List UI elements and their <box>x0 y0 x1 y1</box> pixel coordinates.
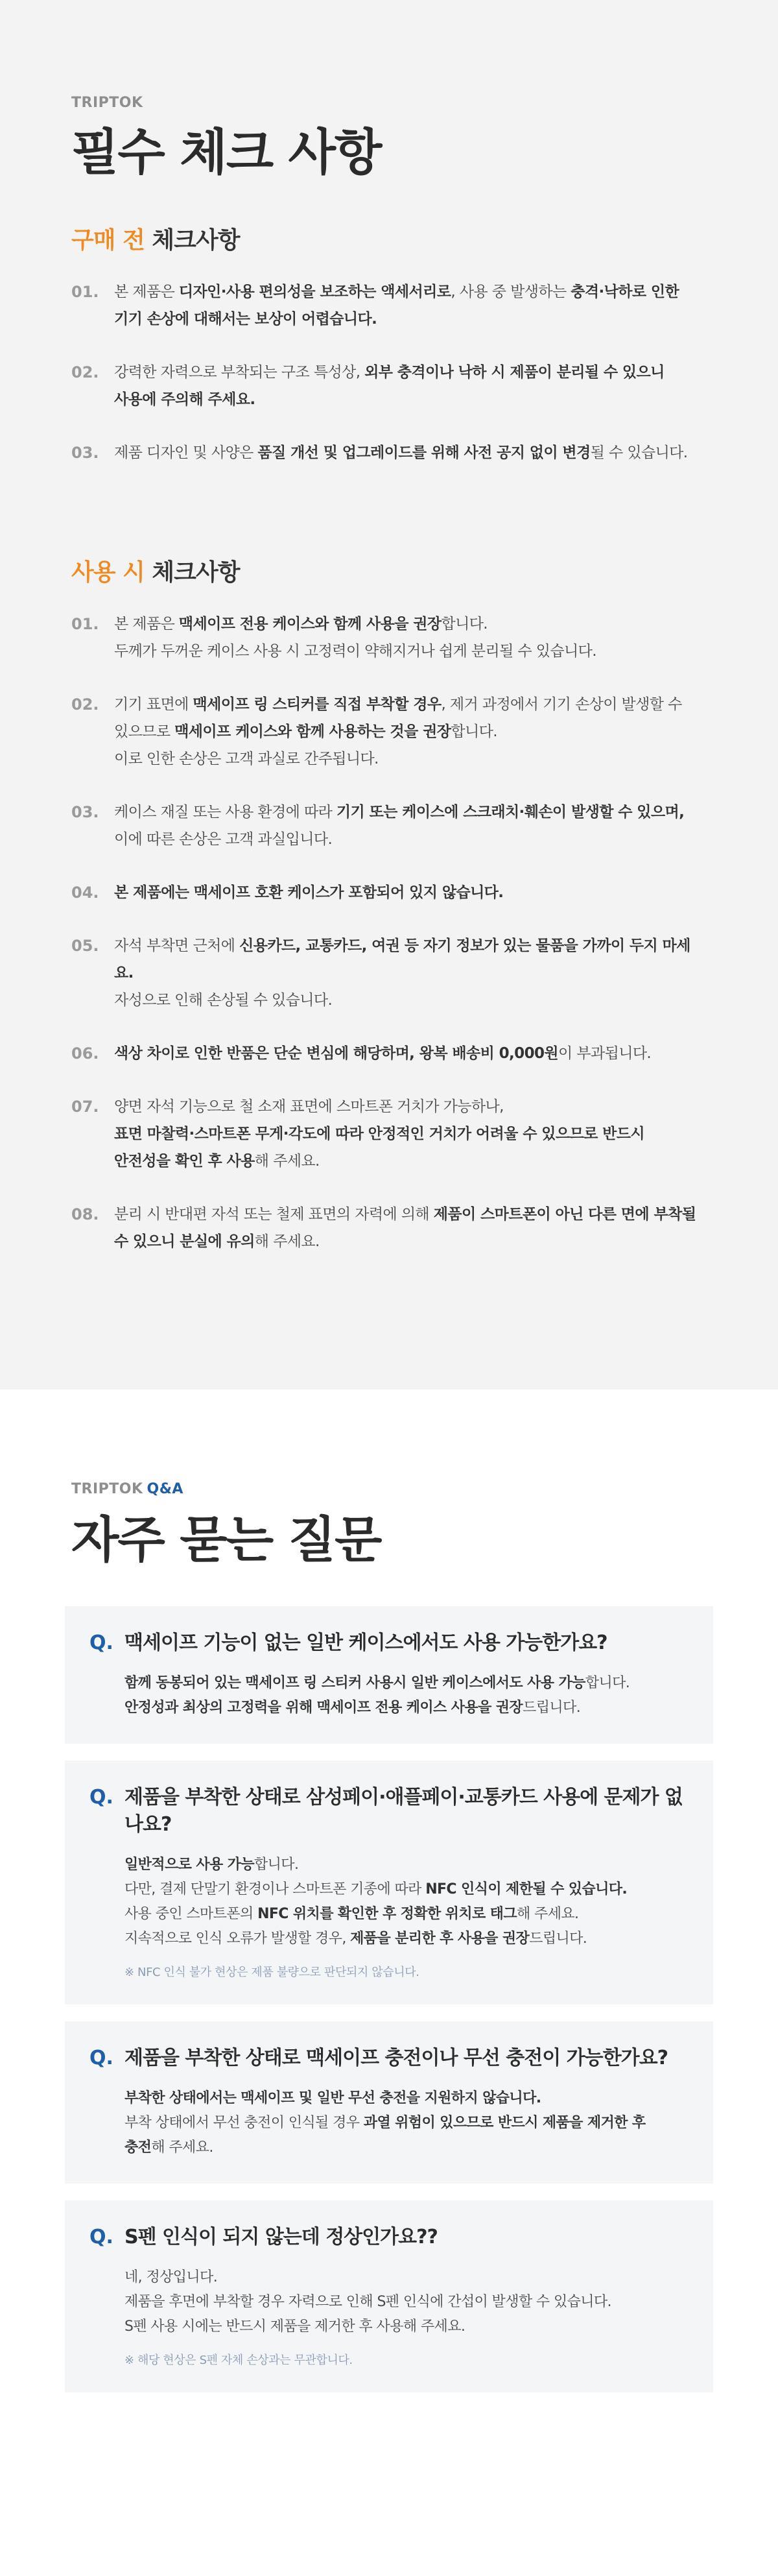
answer-line <box>124 2265 689 2290</box>
faq-card <box>65 1761 713 2004</box>
check-item-body <box>114 1093 707 1175</box>
emphasis-text: 일반적으로 사용 가능 <box>124 1857 254 1873</box>
check-item-line <box>114 932 707 987</box>
body-text: 합니다. <box>451 723 497 740</box>
check-item-line <box>114 386 707 413</box>
check-item-body <box>114 1040 707 1067</box>
emphasis-text: 품질 개선 및 업그레이드를 위해 사전 공지 없이 변경 <box>257 444 591 461</box>
faq-question <box>89 2045 689 2072</box>
check-item-line <box>114 278 707 306</box>
heading-rest: 체크사항 <box>144 227 240 254</box>
body-text: 케이스 재질 또는 사용 환경에 따라 <box>114 804 336 821</box>
before-purchase-list <box>71 278 707 466</box>
check-item-body <box>114 879 707 906</box>
check-item-line <box>114 799 707 826</box>
emphasis-text: 제품이 스마트폰이 아닌 다른 면에 부착될 <box>433 1206 696 1223</box>
body-text: , 사용 중 발생하는 <box>451 283 571 300</box>
item-number: 02. <box>71 363 99 381</box>
emphasis-text: 안전성을 확인 후 사용 <box>114 1153 255 1170</box>
emphasis-text: 맥세이프 케이스와 함께 사용하는 것을 권장 <box>174 723 451 740</box>
emphasis-text: 신용카드, 교통카드, 여권 등 자기 정보가 있는 물품을 가까이 두지 마세요. <box>114 937 690 981</box>
check-item <box>71 879 707 906</box>
check-item-line <box>114 1228 707 1255</box>
emphasis-text: 사용에 주의해 주세요. <box>114 391 255 408</box>
question-text: S펜 인식이 되지 않는데 정상인가요?? <box>124 2226 438 2248</box>
check-item-body <box>114 1201 707 1255</box>
check-item-line <box>114 359 707 386</box>
faq-card <box>65 2200 713 2392</box>
check-item-line <box>114 439 707 466</box>
body-text: 양면 자석 기능으로 철 소재 표면에 스마트폰 거치가 가능하나, <box>114 1098 504 1115</box>
body-text: 있으므로 <box>114 723 175 740</box>
answer-line <box>124 2315 689 2339</box>
check-item <box>71 278 707 333</box>
body-text: 이 부과됩니다. <box>558 1045 652 1062</box>
check-item <box>71 691 707 773</box>
body-text: 제품을 후면에 부착할 경우 자력으로 인해 S펜 인식에 간섭이 발생할 수 있습니다. <box>124 2294 611 2310</box>
emphasis-text: 맥세이프 전용 케이스와 함께 사용을 권장 <box>178 616 442 632</box>
body-text: 사용 중인 스마트폰의 <box>124 1906 258 1922</box>
emphasis-text: 안정성과 최상의 고정력을 위해 맥세이프 전용 케이스 사용을 권장 <box>124 1700 523 1716</box>
check-item <box>71 1093 707 1175</box>
check-item-body <box>114 691 707 773</box>
body-text: 해 주세요. <box>254 1233 320 1250</box>
body-text: S펜 사용 시에는 반드시 제품을 제거한 후 사용해 주세요. <box>124 2318 466 2335</box>
body-text: 강력한 자력으로 부착되는 구조 특성상, <box>114 364 365 381</box>
body-text: 자성으로 인해 손상될 수 있습니다. <box>114 992 333 1009</box>
emphasis-text: 부착한 상태에서는 맥세이프 및 일반 무선 충전을 지원하지 않습니다. <box>124 2090 541 2106</box>
body-text: 부착 상태에서 무선 충전이 인식될 경우 <box>124 2115 364 2131</box>
check-item-line <box>114 879 707 906</box>
emphasis-text: NFC 위치를 확인한 후 정확한 위치로 태그 <box>257 1906 517 1922</box>
during-use-heading <box>71 557 707 588</box>
check-item <box>71 359 707 413</box>
item-number: 02. <box>71 695 99 714</box>
check-item-line <box>114 691 707 718</box>
faq-note: ※ 해당 현상은 S펜 자체 손상과는 무관합니다. <box>124 2353 353 2367</box>
answer-line <box>124 1902 689 1927</box>
body-text: 합니다. <box>585 1675 630 1691</box>
heading-accent: 구매 전 <box>71 227 145 254</box>
faq-note: ※ NFC 인식 불가 현상은 제품 불량으로 판단되지 않습니다. <box>124 1966 419 1979</box>
body-text: 합니다. <box>254 1857 299 1873</box>
answer-line <box>124 2290 689 2315</box>
faq-answer <box>89 2086 689 2160</box>
question-mark-label: Q. <box>89 2226 113 2248</box>
item-number: 01. <box>71 283 99 301</box>
heading-rest: 체크사항 <box>144 559 240 586</box>
check-item-line <box>114 1120 707 1148</box>
item-number: 08. <box>71 1205 99 1223</box>
faq-question <box>89 1784 689 1838</box>
answer-line <box>124 1671 689 1696</box>
body-text: 본 제품은 <box>114 616 179 632</box>
question-mark-label: Q. <box>89 2047 113 2069</box>
faq-question <box>89 2224 689 2251</box>
body-text: 될 수 있습니다. <box>590 444 688 461</box>
check-item <box>71 1040 707 1067</box>
emphasis-text: 기기 손상에 대해서는 보상이 어렵습니다. <box>114 311 377 328</box>
body-text: 드립니다. <box>529 1931 587 1947</box>
check-item <box>71 799 707 853</box>
answer-line <box>124 1877 689 1902</box>
body-text: , 제거 과정에서 기기 손상이 발생할 수 <box>441 696 682 713</box>
check-item-line <box>114 1201 707 1228</box>
body-text: 지속적으로 인식 오류가 발생할 경우, <box>124 1931 351 1947</box>
body-text: 해 주세요. <box>151 2139 213 2156</box>
body-text: 해 주세요. <box>254 1153 320 1170</box>
page-title: 필수 체크 사항 <box>71 123 381 181</box>
emphasis-text: 기기 또는 케이스에 스크래치·훼손이 발생할 수 있으며, <box>336 804 685 821</box>
before-purchase-heading <box>71 225 707 256</box>
faq-question <box>89 1630 689 1657</box>
brand-accent: Q&A <box>147 1481 183 1497</box>
faq-answer <box>89 1853 689 1981</box>
item-number: 03. <box>71 803 99 821</box>
answer-line <box>124 2111 689 2136</box>
check-item-body <box>114 278 707 333</box>
faq-title: 자주 묻는 질문 <box>71 1511 381 1569</box>
faq-section <box>0 1390 778 2576</box>
emphasis-text: 외부 충격이나 낙하 시 제품이 분리될 수 있으니 <box>364 364 665 381</box>
body-text: 다만, 결제 단말기 환경이나 스마트폰 기종에 따라 <box>124 1881 426 1897</box>
emphasis-text: 수 있으니 분실에 유의 <box>114 1233 255 1250</box>
brand-label <box>71 1480 713 1499</box>
emphasis-text: 맥세이프 링 스티커를 직접 부착할 경우 <box>193 696 442 713</box>
check-item-line <box>114 638 707 665</box>
emphasis-text: 표면 마찰력·스마트폰 무게·각도에 따라 안정적인 거치가 어려울 수 있으므로 반드시 <box>114 1125 644 1142</box>
answer-line <box>124 1927 689 1951</box>
faq-card <box>65 1606 713 1744</box>
check-item-line <box>114 718 707 745</box>
item-number: 05. <box>71 937 99 955</box>
body-text: 기기 표면에 <box>114 696 193 713</box>
question-text: 맥세이프 기능이 없는 일반 케이스에서도 사용 가능한가요? <box>124 1631 607 1654</box>
check-item <box>71 610 707 665</box>
check-item-line <box>114 1148 707 1175</box>
during-use-list <box>71 610 707 1255</box>
check-item-line <box>114 826 707 853</box>
emphasis-text: NFC 인식이 제한될 수 있습니다. <box>425 1881 628 1897</box>
brand-name: TRIPTOK <box>71 1481 143 1497</box>
check-item <box>71 439 707 466</box>
body-text: 두께가 두꺼운 케이스 사용 시 고정력이 약해지거나 쉽게 분리될 수 있습니다. <box>114 643 596 660</box>
check-item-body <box>114 932 707 1014</box>
answer-line <box>124 1853 689 1877</box>
body-text: 분리 시 반대편 자석 또는 철제 표면의 자력에 의해 <box>114 1206 434 1223</box>
emphasis-text: 본 제품에는 맥세이프 호환 케이스가 포함되어 있지 않습니다. <box>114 884 504 901</box>
check-item-line <box>114 745 707 773</box>
heading-accent: 사용 시 <box>71 559 145 586</box>
question-text: 제품을 부착한 상태로 맥세이프 충전이나 무선 충전이 가능한가요? <box>124 2047 668 2069</box>
emphasis-text: 함께 동봉되어 있는 맥세이프 링 스티커 사용시 일반 케이스에서도 사용 가능 <box>124 1675 585 1691</box>
check-item <box>71 1201 707 1255</box>
body-text: 이에 따른 손상은 고객 과실입니다. <box>114 831 333 848</box>
answer-line <box>124 2086 689 2111</box>
brand-label: TRIPTOK <box>71 95 143 111</box>
emphasis-text: 충전 <box>124 2139 152 2156</box>
check-item-line <box>114 1040 707 1067</box>
faq-card <box>65 2021 713 2184</box>
check-item-body <box>114 439 707 466</box>
emphasis-text: 색상 차이로 인한 반품은 단순 변심에 해당하며, 왕복 배송비 0,000원 <box>114 1045 559 1062</box>
check-item-body <box>114 799 707 853</box>
check-item-line <box>114 306 707 333</box>
question-mark-label: Q. <box>89 1786 113 1809</box>
item-number: 04. <box>71 884 99 902</box>
question-mark-label: Q. <box>89 1631 113 1654</box>
item-number: 07. <box>71 1098 99 1116</box>
check-item-line <box>114 1093 707 1120</box>
answer-line <box>124 2136 689 2160</box>
body-text: 제품 디자인 및 사양은 <box>114 444 258 461</box>
faq-answer <box>89 1671 689 1720</box>
body-text: 본 제품은 <box>114 283 179 300</box>
check-item-line <box>114 610 707 638</box>
item-number: 01. <box>71 615 99 633</box>
emphasis-text: 디자인·사용 편의성을 보조하는 액세서리로 <box>178 283 451 300</box>
emphasis-text: 충격·낙하로 인한 <box>571 283 679 300</box>
question-text: 제품을 부착한 상태로 삼성페이·애플페이·교통카드 사용에 문제가 없나요? <box>124 1786 683 1836</box>
check-item <box>71 932 707 1014</box>
body-text: 자석 부착면 근처에 <box>114 937 240 954</box>
body-text: 드립니다. <box>523 1700 581 1716</box>
emphasis-text: 과열 위험이 있으므로 반드시 제품을 제거한 후 <box>363 2115 646 2131</box>
faq-list <box>65 1606 713 2392</box>
body-text: 해 주세요. <box>517 1906 579 1922</box>
item-number: 06. <box>71 1044 99 1063</box>
emphasis-text: 제품을 분리한 후 사용을 권장 <box>350 1931 530 1947</box>
faq-answer <box>89 2265 689 2369</box>
check-item-body <box>114 359 707 413</box>
check-item-line <box>114 987 707 1014</box>
body-text: 이로 인한 손상은 고객 과실로 간주됩니다. <box>114 751 379 767</box>
body-text: 합니다. <box>441 616 488 632</box>
item-number: 03. <box>71 444 99 462</box>
answer-line <box>124 1696 689 1720</box>
body-text: 네, 정상입니다. <box>124 2269 218 2285</box>
check-item-body <box>114 610 707 665</box>
